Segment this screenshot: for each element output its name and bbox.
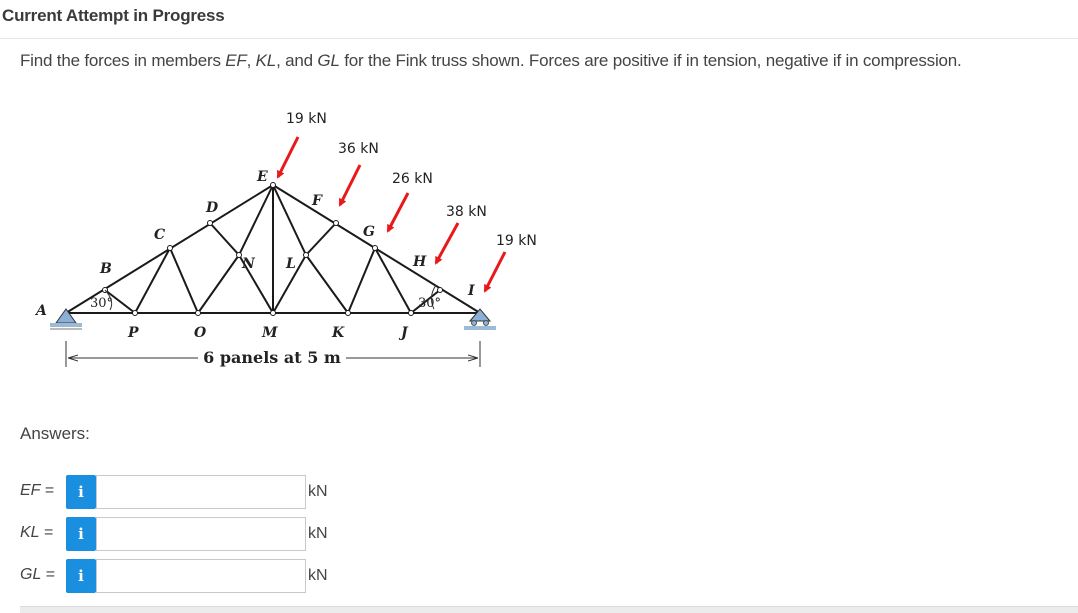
attempt-title: Current Attempt in Progress [2, 6, 225, 25]
unit-label: kN [308, 525, 328, 542]
joint-label-c: C [154, 227, 166, 243]
load-arrow-h [436, 223, 458, 263]
load-arrow-e [278, 137, 298, 177]
joint-label-o: O [194, 325, 207, 341]
ef-answer-input[interactable] [96, 475, 306, 509]
answer-label-ef: EF = [20, 482, 55, 499]
joint-label-a: A [36, 303, 47, 319]
joint-label-j: J [401, 325, 408, 341]
joint-label-m: M [262, 325, 278, 341]
load-label-3: 26 kN [392, 171, 433, 187]
info-icon[interactable]: i [66, 559, 96, 593]
fink-truss-figure [30, 105, 570, 375]
kl-answer-input[interactable] [96, 517, 306, 551]
load-label-5: 19 kN [496, 233, 537, 249]
joint-label-f: F [312, 193, 322, 209]
joint-label-n: N [242, 256, 255, 272]
answer-label-gl: GL = [20, 566, 56, 583]
unit-label: kN [308, 483, 328, 500]
unit-label: kN [308, 567, 328, 584]
joint-label-d: D [206, 200, 219, 216]
load-arrow-g [388, 193, 408, 231]
joint-label-k: K [332, 325, 345, 341]
joint-label-l: L [286, 256, 296, 272]
divider [0, 38, 1078, 39]
load-arrow-i [485, 252, 505, 291]
info-icon[interactable]: i [66, 475, 96, 509]
joint-label-h: H [413, 254, 427, 270]
angle-label-left: 30° [90, 296, 114, 311]
angle-label-right: 30° [418, 296, 442, 311]
joint-label-e: E [257, 169, 268, 185]
load-label-4: 38 kN [446, 204, 487, 220]
joint-label-i: I [468, 283, 475, 299]
load-label-1: 19 kN [286, 111, 327, 127]
load-label-2: 36 kN [338, 141, 379, 157]
answer-label-kl: KL = [20, 524, 54, 541]
joint-label-b: B [100, 261, 112, 277]
gl-answer-input[interactable] [96, 559, 306, 593]
joint-label-p: P [128, 325, 139, 341]
joint-label-g: G [363, 224, 375, 240]
answers-label: Answers: [20, 424, 90, 443]
span-label: 6 panels at 5 m [203, 348, 341, 367]
load-arrow-f [340, 165, 360, 205]
info-icon[interactable]: i [66, 517, 96, 551]
question-text: Find the forces in members EF, KL, and GL for the Fink truss shown. Forces are positive if in tension, negative if in compression. [20, 51, 962, 70]
